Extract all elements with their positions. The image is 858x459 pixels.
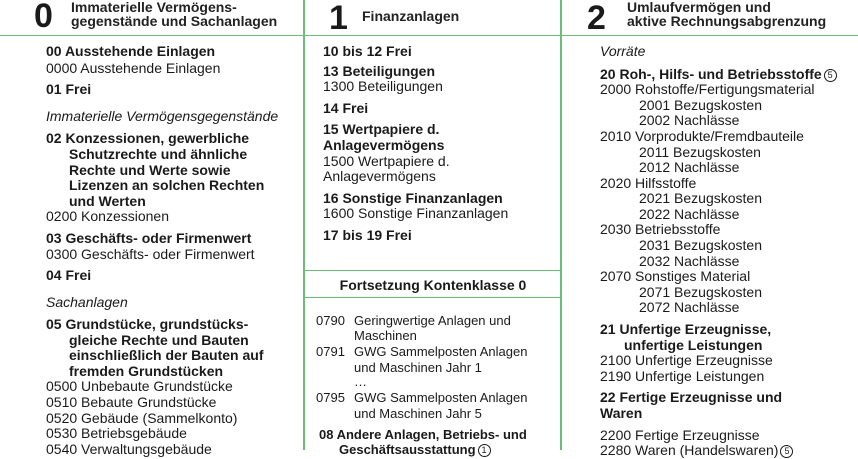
section-heading: Vorräte [600, 43, 646, 59]
group-heading-text: Geschäftsausstattung [339, 442, 476, 457]
account-entry: 2200 Fertige Erzeugnisse [600, 427, 760, 443]
account-entry-cont: Anlagevermögens [323, 168, 436, 184]
account-entry: 0510 Bebaute Grundstücke [46, 394, 217, 410]
account-entry-text: 2280 Waren (Handelswaren) [600, 442, 779, 458]
sub-account-entry: 2031 Bezugskosten [639, 237, 762, 253]
continuation-top-divider [305, 270, 561, 271]
account-number: 0795 [316, 390, 345, 405]
group-heading: 03 Geschäfts- oder Firmenwert [46, 230, 252, 246]
account-entry: 0300 Geschäfts- oder Firmenwert [46, 246, 255, 262]
footnote-marker: 5 [824, 69, 837, 82]
sub-account-entry: 2012 Nachlässe [639, 159, 740, 175]
sub-account-entry: 2001 Bezugskosten [639, 97, 762, 113]
group-heading: 14 Frei [323, 100, 369, 116]
sub-account-entry: 2071 Bezugskosten [639, 284, 762, 300]
account-entry: 2070 Sonstiges Material [600, 268, 751, 284]
account-entry: 0540 Verwaltungsgebäude [46, 441, 212, 457]
group-heading-cont: unfertige Leistungen [624, 337, 763, 353]
account-entry: 0200 Konzessionen [46, 208, 169, 224]
account-entry-cont: Maschinen [354, 328, 417, 343]
footnote-marker: 1 [478, 444, 491, 457]
sub-account-entry: 2072 Nachlässe [639, 299, 740, 315]
continuation-bottom-divider [305, 297, 561, 298]
account-entry-cont: und Maschinen Jahr 1 [354, 360, 482, 375]
account-entry-cont: und Maschinen Jahr 5 [354, 406, 482, 421]
account-entry: GWG Sammelposten Anlagen [354, 344, 528, 359]
group-heading-cont: Rechte und Werte sowie [69, 162, 231, 178]
account-entry: 2020 Hilfsstoffe [600, 175, 697, 191]
account-class-1-column [305, 0, 561, 457]
class-title-line2: gegenstände und Sachanlagen [71, 13, 278, 29]
account-class-2-column [562, 0, 858, 458]
group-heading-text: 20 Roh-, Hilfs- und Betriebsstoffe [600, 66, 822, 82]
account-class-0-column [0, 0, 304, 457]
account-number: 0790 [316, 313, 345, 328]
group-heading-cont: einschließlich der Bauten auf [69, 347, 264, 363]
account-class-0-header [0, 0, 304, 36]
group-heading-cont: gleiche Rechte und Bauten [69, 332, 249, 348]
account-class-1-header [305, 0, 561, 36]
group-heading: 00 Ausstehende Einlagen [46, 43, 216, 59]
account-entry: 2000 Rohstoffe/Fertigungsmaterial [600, 81, 815, 97]
account-entry: 2190 Unfertige Leistungen [600, 368, 765, 384]
sub-account-entry: 2021 Bezugskosten [639, 190, 762, 206]
account-entry: 1300 Beteiligungen [323, 78, 443, 94]
group-heading: 08 Andere Anlagen, Betriebs- und [319, 427, 527, 442]
group-heading-cont: Anlagevermögens [323, 137, 445, 153]
class-number: 2 [587, 0, 606, 37]
sub-account-entry: 2022 Nachlässe [639, 206, 740, 222]
class-title: Finanzanlagen [362, 8, 460, 24]
account-entry: 2100 Unfertige Erzeugnisse [600, 352, 773, 368]
class-title-line2: aktive Rechnungsabgrenzung [627, 13, 827, 29]
class-number: 0 [34, 0, 53, 35]
account-entry: Geringwertige Anlagen und [354, 313, 511, 328]
class-number: 1 [329, 0, 348, 37]
account-entry: 1500 Wertpapiere d. [323, 153, 450, 169]
account-class-2-header [562, 0, 858, 36]
group-heading: 17 bis 19 Frei [323, 227, 412, 243]
account-entry: 2030 Betriebsstoffe [600, 221, 721, 237]
account-entry: GWG Sammelposten Anlagen [354, 390, 528, 405]
account-number: 0791 [316, 344, 345, 359]
account-entry: 0520 Gebäude (Sammelkonto) [46, 410, 238, 426]
group-heading-cont: fremden Grundstücken [69, 363, 224, 379]
sub-account-entry: 2011 Bezugskosten [639, 144, 761, 160]
group-heading: 15 Wertpapiere d. [323, 121, 440, 137]
sub-account-entry: 2002 Nachlässe [639, 112, 740, 128]
sub-account-entry: 2032 Nachlässe [639, 253, 740, 269]
account-entry [600, 443, 793, 459]
group-heading: 22 Fertige Erzeugnisse und [600, 389, 783, 405]
group-heading-cont: Lizenzen an solchen Rechten [69, 177, 265, 193]
group-heading-cont: und Werten [69, 193, 146, 209]
footnote-marker: 5 [780, 445, 793, 458]
ellipsis: … [354, 374, 367, 389]
account-entry: 0530 Betriebsgebäude [46, 425, 187, 441]
group-heading: 21 Unfertige Erzeugnisse, [600, 321, 772, 337]
group-heading: 13 Beteiligungen [323, 63, 436, 79]
account-entry: 2010 Vorprodukte/Fremdbauteile [600, 128, 804, 144]
group-heading: 16 Sonstige Finanzanlagen [323, 190, 503, 206]
section-heading: Immaterielle Vermögensgegenstände [46, 108, 279, 124]
account-entry: 1600 Sonstige Finanzanlagen [323, 205, 509, 221]
group-heading: 04 Frei [46, 267, 92, 283]
group-heading: 02 Konzessionen, gewerbliche [46, 130, 250, 146]
continuation-title: Fortsetzung Kontenklasse 0 [339, 277, 527, 293]
account-entry: 0500 Unbebaute Grundstücke [46, 378, 233, 394]
section-heading: Sachanlagen [46, 294, 128, 310]
account-entry: 0000 Ausstehende Einlagen [46, 60, 221, 76]
group-heading-cont: Schutzrechte und ähnliche [69, 146, 248, 162]
group-heading: 05 Grundstücke, grundstücks- [46, 316, 249, 332]
class-title-line1: Immaterielle Vermögens- [71, 0, 237, 15]
class-title-line1: Umlaufvermögen und [627, 0, 771, 15]
group-heading-cont: Waren [600, 405, 643, 421]
group-heading: 10 bis 12 Frei [323, 43, 412, 59]
group-heading: 01 Frei [46, 81, 92, 97]
